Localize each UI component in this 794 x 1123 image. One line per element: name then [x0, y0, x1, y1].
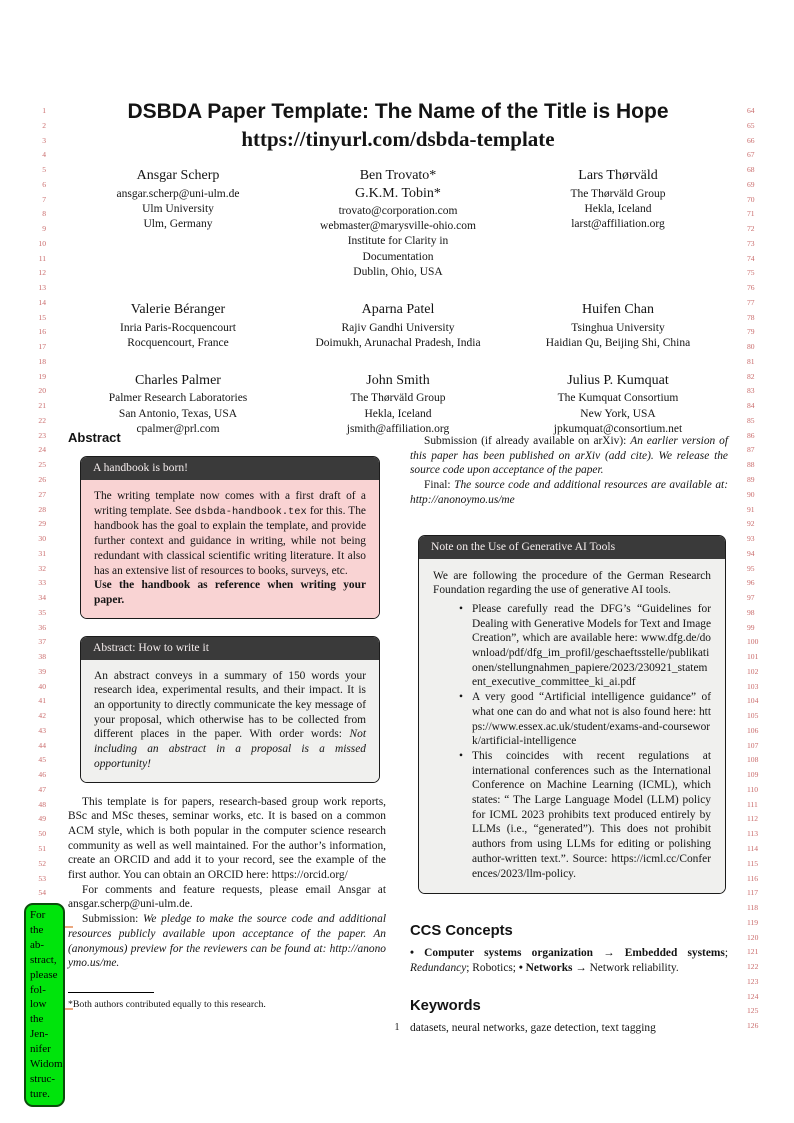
line-number: 22	[38, 415, 46, 425]
text-segment: ; Robotics;	[466, 961, 519, 974]
line-number: 42	[38, 711, 46, 721]
text-segment: The source code and additional resources are available at:	[454, 479, 728, 492]
line-number: 25	[38, 460, 46, 470]
author-affiliation-line: The Kumquat Consortium	[557, 392, 679, 405]
line-number: 111	[747, 799, 758, 809]
text-segment: Submission:	[82, 913, 143, 926]
line-number: 35	[38, 607, 46, 617]
author-name: Julius P. Kumquat	[567, 372, 669, 388]
line-number: 72	[747, 224, 755, 234]
keywords-heading: Keywords	[410, 998, 481, 1015]
line-number: 119	[747, 917, 759, 927]
paragraph-final	[410, 478, 728, 507]
line-number: 92	[747, 519, 755, 529]
text-segment: Final:	[424, 479, 455, 492]
line-number: 105	[747, 711, 759, 721]
author-affiliation-line: jsmith@affiliation.org	[346, 422, 450, 435]
line-number: 118	[747, 903, 759, 913]
line-number: 84	[747, 401, 755, 411]
line-number: 76	[747, 283, 755, 293]
line-number: 70	[747, 194, 755, 204]
line-number: 126	[747, 1021, 759, 1031]
line-number: 99	[747, 622, 755, 632]
line-number: 114	[747, 844, 759, 853]
paragraph-template-intro	[68, 795, 386, 883]
line-number: 23	[38, 430, 46, 440]
author-affiliation-line: San Antonio, Texas, USA	[118, 407, 238, 420]
line-number: 40	[38, 681, 46, 691]
line-number: 109	[747, 770, 759, 780]
bullet-icon: •	[459, 749, 463, 762]
author-affiliation-line: Documentation	[362, 250, 434, 263]
line-number: 89	[747, 475, 755, 484]
text-segment: Redundancy	[410, 961, 467, 974]
line-number: 47	[38, 784, 46, 794]
line-number: 124	[747, 991, 759, 1001]
abstract-box-body	[81, 660, 379, 782]
line-number: 65	[747, 120, 755, 130]
author-affiliation-line: Ulm, Germany	[143, 217, 213, 230]
author-affiliation-line: Hekla, Iceland	[364, 407, 432, 420]
line-number: 88	[747, 460, 755, 470]
line-number: 5	[42, 165, 46, 175]
line-number: 83	[747, 386, 755, 396]
line-number: 85	[747, 415, 755, 425]
handbook-box-title: A handbook is born!	[81, 457, 379, 480]
text-segment: We pledge to make the source code and additional resources publicly available upon acceptance of the paper. An (anonymous) preview for the reviewers can be found at:	[68, 913, 386, 955]
line-number: 81	[747, 356, 755, 366]
ai-tools-box-title: Note on the Use of Generative AI Tools	[419, 536, 725, 559]
line-number: 66	[747, 135, 755, 145]
footnote-text: *Both authors contributed equally to this research.	[68, 999, 266, 1010]
line-number: 82	[747, 371, 755, 381]
line-number: 26	[38, 475, 46, 484]
author-name: John Smith	[366, 372, 430, 388]
author-block	[508, 372, 728, 437]
line-number: 7	[42, 194, 46, 204]
line-number: 50	[38, 829, 46, 839]
handbook-box	[80, 456, 380, 619]
line-number: 102	[747, 666, 759, 676]
text-segment: For comments and feature requests, please email Ansgar at ansgar.scherp@uni-ulm.de.	[68, 883, 386, 911]
ai-tools-box-body	[419, 559, 725, 894]
line-number: 48	[38, 799, 46, 809]
text-segment: https://www.essex.ac.uk/student/exams-and-coursework/artificial-intelligence	[472, 705, 711, 748]
line-number: 45	[38, 755, 46, 765]
text-segment: dsbda-handbook.tex	[194, 505, 307, 518]
author-block	[288, 167, 508, 280]
text-segment: Embedded systems	[624, 947, 725, 959]
line-number: 33	[38, 578, 46, 588]
line-number: 123	[747, 976, 759, 986]
bullet-icon: •	[459, 602, 463, 615]
line-number: 43	[38, 725, 46, 735]
right-line-numbers	[747, 0, 767, 1123]
author-affiliation-line: The Thørväld Group	[350, 392, 446, 405]
line-number: 15	[38, 312, 46, 322]
text-segment: This coincides with recent regulations at international conferences such as the International Conference on Machine Learning (ICML), which states: “ The Large Language Model (LLM) policy for ICML 2023 prohibits text produced entirely by LLMs (i.e., “generated”). This does not prohibit authors from using LLMs for editing or polishing author-written text.”. Source:	[472, 749, 711, 865]
line-number: 20	[38, 386, 46, 396]
author-affiliation-line: Dublin, Ohio, USA	[353, 265, 443, 278]
line-number: 80	[747, 342, 755, 352]
ai-bullet-list	[461, 602, 711, 881]
line-number: 74	[747, 253, 755, 263]
author-affiliation-line: webmaster@marysville-ohio.com	[320, 220, 476, 233]
footnote-rule	[68, 992, 154, 993]
abstract-box	[80, 636, 380, 783]
line-number: 6	[42, 179, 46, 189]
footnote	[68, 992, 386, 1011]
abstract-box-title: Abstract: How to write it	[81, 637, 379, 660]
author-affiliation-line: Institute for Clarity in	[347, 235, 449, 248]
author-name: Charles Palmer	[135, 372, 221, 388]
line-number: 78	[747, 312, 755, 322]
author-block	[508, 167, 728, 280]
text-segment: www.dfg.de/download/pdf/dfg_im_profil/geschaeftsstelle/publikationen/stellungnahmen_papiere/2023/230921_statement_executive_committee_ki_ai.pdf	[472, 632, 711, 689]
author-block	[288, 301, 508, 351]
text-segment: http://anonoymo.us/me	[410, 493, 515, 506]
line-number: 68	[747, 165, 755, 175]
line-number: 116	[747, 873, 759, 883]
author-name: Huifen Chan	[582, 302, 654, 318]
line-number: 107	[747, 740, 759, 750]
line-number: 96	[747, 578, 755, 588]
ccs-heading: CCS Concepts	[410, 923, 513, 939]
text-segment: The writing template now comes with a first draft of a writing template. See	[94, 490, 366, 517]
text-segment: ;	[724, 947, 728, 959]
line-number: 24	[38, 445, 46, 455]
line-number: 64	[747, 106, 755, 115]
line-number: 44	[38, 740, 46, 750]
line-number: 54	[38, 888, 46, 898]
line-number: 32	[38, 563, 46, 573]
line-number: 90	[747, 489, 755, 499]
author-affiliation-line: Haidian Qu, Beijing Shi, China	[545, 336, 691, 349]
ai-bullet-item	[461, 690, 711, 749]
text-segment: An abstract conveys in a summary of 150 words your research idea, experimental results, and their impact. It is an opportunity to directly communicate the key message of your proposal, which otherwise has to be collected from different places in the paper. With order words:	[94, 669, 366, 741]
line-number: 46	[38, 770, 46, 780]
line-number: 104	[747, 696, 759, 706]
author-affiliation-line: larst@affiliation.org	[571, 217, 665, 230]
ccs-keywords-block	[410, 922, 728, 1036]
line-number: 27	[38, 489, 46, 499]
text-segment: Networks	[525, 961, 573, 974]
page-number: 1	[394, 1022, 400, 1033]
line-number: 91	[747, 504, 755, 514]
title-line2: https://tinyurl.com/dsbda-template	[241, 127, 555, 151]
line-number: 3	[42, 135, 46, 145]
line-number: 51	[38, 844, 46, 853]
text-segment: for this. The handbook has the goal to explain the template, and provide further context and guidance in writing, while not being redundant with classical scientific writing literature. It also has an extensive list of resources to books, surveys, etc.	[94, 504, 366, 577]
line-number: 52	[38, 858, 46, 868]
author-affiliation-line: The Thørväld Group	[570, 187, 666, 200]
text-segment: →	[593, 947, 625, 959]
text-segment: Please carefully read the DFG’s “Guidelines for Dealing with Generative Models for Text and Image Creation”, which are available here:	[472, 602, 711, 645]
line-number: 103	[747, 681, 759, 691]
author-block	[68, 167, 288, 280]
author-affiliation-line: Tsinghua University	[571, 321, 665, 334]
line-number: 19	[38, 371, 46, 381]
author-name: Ben Trovato*	[359, 168, 437, 183]
line-number: 53	[38, 873, 46, 883]
author-affiliation-line: Ulm University	[142, 202, 214, 215]
text-segment: http://anonoymo.us/me.	[68, 942, 386, 970]
author-affiliation-line: ansgar.scherp@uni-ulm.de	[116, 187, 240, 200]
line-number: 117	[747, 888, 759, 898]
line-number: 120	[747, 932, 759, 942]
line-number: 100	[747, 637, 759, 647]
line-number: 12	[38, 268, 46, 278]
author-affiliation-line: Inria Paris-Rocquencourt	[120, 321, 236, 334]
ai-tools-intro	[433, 569, 711, 598]
text-segment: We are following the procedure of the German Research Foundation regarding the use of generative AI tools.	[433, 569, 711, 597]
line-number: 17	[38, 342, 46, 352]
line-number: 39	[38, 666, 46, 676]
line-number: 41	[38, 696, 46, 706]
abstract-heading: Abstract	[68, 430, 121, 445]
ai-bullet-item	[461, 602, 711, 690]
author-affiliation-line: Palmer Research Laboratories	[108, 392, 248, 405]
line-number: 95	[747, 563, 755, 573]
author-block	[68, 301, 288, 351]
ai-bullet-item	[461, 749, 711, 881]
line-number: 18	[38, 356, 46, 366]
author-affiliation-line: Hekla, Iceland	[584, 202, 652, 215]
right-column	[410, 430, 728, 894]
line-number: 97	[747, 593, 755, 603]
line-number: 79	[747, 327, 755, 337]
text-segment: A very good “Artificial intelligence guidance” of what one can do and what not is also found here:	[472, 691, 711, 718]
author-affiliation-line: Doimukh, Arunachal Pradesh, India	[315, 336, 481, 349]
author-affiliation-line: jpkumquat@consortium.net	[553, 422, 683, 435]
line-number: 13	[38, 283, 46, 293]
line-number: 49	[38, 814, 46, 824]
author-name: Ansgar Scherp	[136, 168, 220, 183]
paper-title	[68, 99, 728, 152]
line-number: 87	[747, 445, 755, 455]
line-number: 113	[747, 829, 759, 839]
line-number: 115	[747, 858, 759, 868]
keywords-text: datasets, neural networks, gaze detection, text tagging	[410, 1022, 656, 1035]
line-number: 34	[38, 593, 46, 603]
author-affiliation-line: Rajiv Gandhi University	[341, 321, 455, 334]
text-segment: Not including an abstract in a proposal is a missed opportunity!	[94, 728, 366, 770]
title-line1: DSBDA Paper Template: The Name of the Title is Hope	[127, 100, 669, 123]
line-number: 29	[38, 519, 46, 529]
text-segment: https://orcid.org/	[271, 869, 348, 882]
line-number: 16	[38, 327, 46, 337]
text-segment: https://icml.cc/Conferences/2023/llm-policy.	[472, 852, 711, 880]
author-block	[508, 301, 728, 351]
author-affiliation-line: cpalmer@prl.com	[136, 422, 220, 435]
text-segment: Submission (if already available on arXiv):	[424, 435, 631, 447]
line-number: 125	[747, 1006, 759, 1016]
text-segment: Computer systems organization	[424, 947, 594, 959]
ai-tools-box	[418, 535, 726, 895]
handbook-box-body	[81, 480, 379, 618]
line-number: 110	[747, 784, 759, 794]
line-number: 75	[747, 268, 755, 278]
text-segment: •	[410, 947, 425, 959]
line-number: 11	[38, 253, 46, 263]
line-number: 21	[38, 401, 46, 411]
line-number: 108	[747, 755, 759, 765]
line-number: 112	[747, 814, 759, 824]
line-number: 71	[747, 209, 755, 219]
line-number: 30	[38, 534, 46, 544]
text-segment: This template is for papers, research-based group work reports, BSc and MSc theses, seminar works, etc. It is based on a common ACM style, which is both popular in the computer science research community as well as well maintained. For the author’s information, create an ORCID and add it to your record, see the example of the first author. You can obtain an ORCID here:	[68, 795, 386, 882]
author-affiliation-line: trovato@corporation.com	[338, 205, 458, 217]
line-number: 4	[42, 150, 46, 160]
line-number: 94	[747, 548, 755, 558]
authors-grid	[68, 167, 728, 437]
author-name: Lars Thørväld	[578, 168, 658, 183]
author-name: Aparna Patel	[361, 302, 435, 318]
margin-note-green: For the ab- stract, please fol- low the Jen- nifer Widom struc- ture.	[24, 903, 65, 1107]
author-block	[68, 372, 288, 437]
author-affiliation-line: New York, USA	[580, 407, 656, 420]
line-number: 69	[747, 179, 755, 189]
line-number: 10	[38, 238, 46, 248]
author-name: G.K.M. Tobin*	[355, 185, 441, 201]
line-number: 101	[747, 652, 759, 662]
bullet-icon: •	[459, 691, 463, 704]
line-number: 98	[747, 607, 755, 617]
paragraph-submission	[68, 912, 386, 971]
line-number: 121	[747, 947, 759, 957]
line-number: 9	[42, 224, 46, 234]
author-affiliation-line: Rocquencourt, France	[127, 336, 229, 349]
text-segment: An earlier version of this paper has been published on arXiv (add cite). We release the source code upon acceptance of the paper.	[410, 435, 729, 477]
text-segment: → Network reliability.	[572, 961, 679, 974]
line-number: 86	[747, 430, 755, 440]
line-number: 2	[42, 120, 46, 130]
line-number: 14	[38, 297, 46, 307]
author-name: Valerie Béranger	[130, 302, 226, 318]
left-column	[68, 430, 386, 971]
line-number: 38	[38, 652, 46, 662]
ccs-text	[410, 946, 728, 975]
line-number: 93	[747, 534, 755, 544]
line-number: 8	[42, 209, 46, 219]
line-number: 73	[747, 238, 755, 248]
line-number: 37	[38, 637, 46, 647]
line-number: 28	[38, 504, 46, 514]
line-number: 122	[747, 962, 759, 972]
author-block	[288, 372, 508, 437]
line-number: 31	[38, 548, 46, 558]
line-number: 67	[747, 150, 755, 160]
line-number: 1	[42, 106, 46, 115]
line-number: 77	[747, 297, 755, 307]
paragraph-arxiv	[410, 434, 728, 478]
line-number: 36	[38, 622, 46, 632]
paragraph-contact	[68, 883, 386, 912]
text-segment: Use the handbook as reference when writing your paper.	[94, 579, 366, 606]
text-segment: •	[518, 961, 526, 974]
line-number: 106	[747, 725, 759, 735]
